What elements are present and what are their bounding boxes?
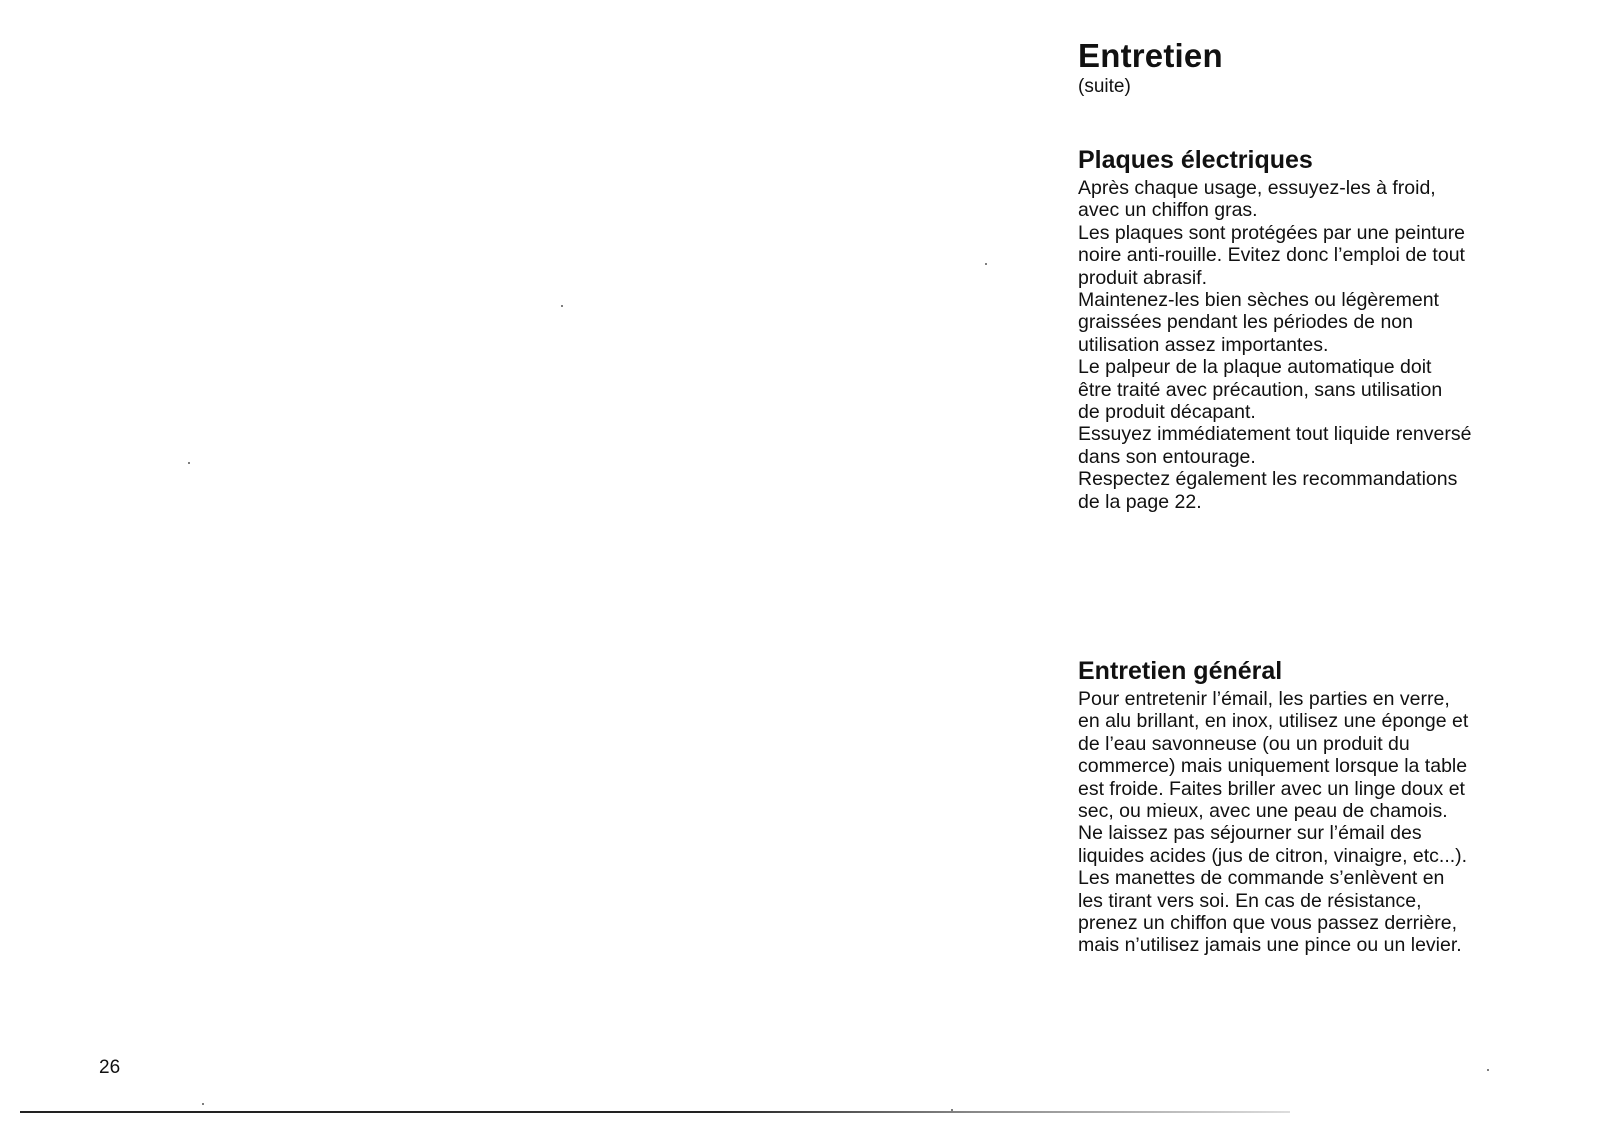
paragraph: Les manettes de commande s’enlèvent en les tirant vers soi. En cas de résistance, prenez un chiffon que vous passez derrière, mais n’utilisez jamais une pince ou un levier.	[1078, 867, 1462, 957]
page-header	[1078, 36, 1578, 98]
scan-speck	[561, 305, 563, 307]
paragraph: Pour entretenir l’émail, les parties en verre, en alu brillant, en inox, utilisez une éponge et de l’eau savonneuse (ou un produit du commerce) mais uniquement lorsque la table est froide. Faites briller avec un linge doux et sec, ou mieux, avec une peau de chamois.	[1078, 688, 1469, 823]
section-heading: Plaques électriques	[1078, 146, 1313, 174]
paragraph: Après chaque usage, essuyez-les à froid, avec un chiffon gras.	[1078, 177, 1436, 222]
page-number: 26	[99, 1057, 121, 1078]
paragraph: Ne laissez pas séjourner sur l’émail des liquides acides (jus de citron, vinaigre, etc...).	[1078, 822, 1468, 867]
scan-speck	[202, 1103, 204, 1105]
paragraph: Les plaques sont protégées par une peinture noire anti-rouille. Evitez donc l’emploi de tout produit abrasif.	[1078, 221, 1466, 289]
page-title: Entretien	[1078, 37, 1223, 74]
page-subtitle: (suite)	[1078, 76, 1131, 97]
scan-speck	[1487, 1069, 1489, 1071]
scan-speck	[188, 462, 190, 464]
scan-speck	[951, 1109, 953, 1111]
section-entretien-general	[1078, 656, 1588, 957]
section-plaques-electriques	[1078, 145, 1588, 513]
scan-speck	[985, 263, 987, 265]
paragraph: Respectez également les recommandations de la page 22.	[1078, 468, 1458, 513]
section-heading: Entretien général	[1078, 657, 1283, 685]
paragraph: Essuyez immédiatement tout liquide renversé dans son entourage.	[1078, 423, 1472, 468]
paragraph: Maintenez-les bien sèches ou légèrement graissées pendant les périodes de non utilisation assez importantes.	[1078, 289, 1439, 356]
bottom-rule	[20, 1111, 1290, 1113]
paragraph: Le palpeur de la plaque automatique doit être traité avec précaution, sans utilisation de produit décapant.	[1078, 356, 1443, 424]
